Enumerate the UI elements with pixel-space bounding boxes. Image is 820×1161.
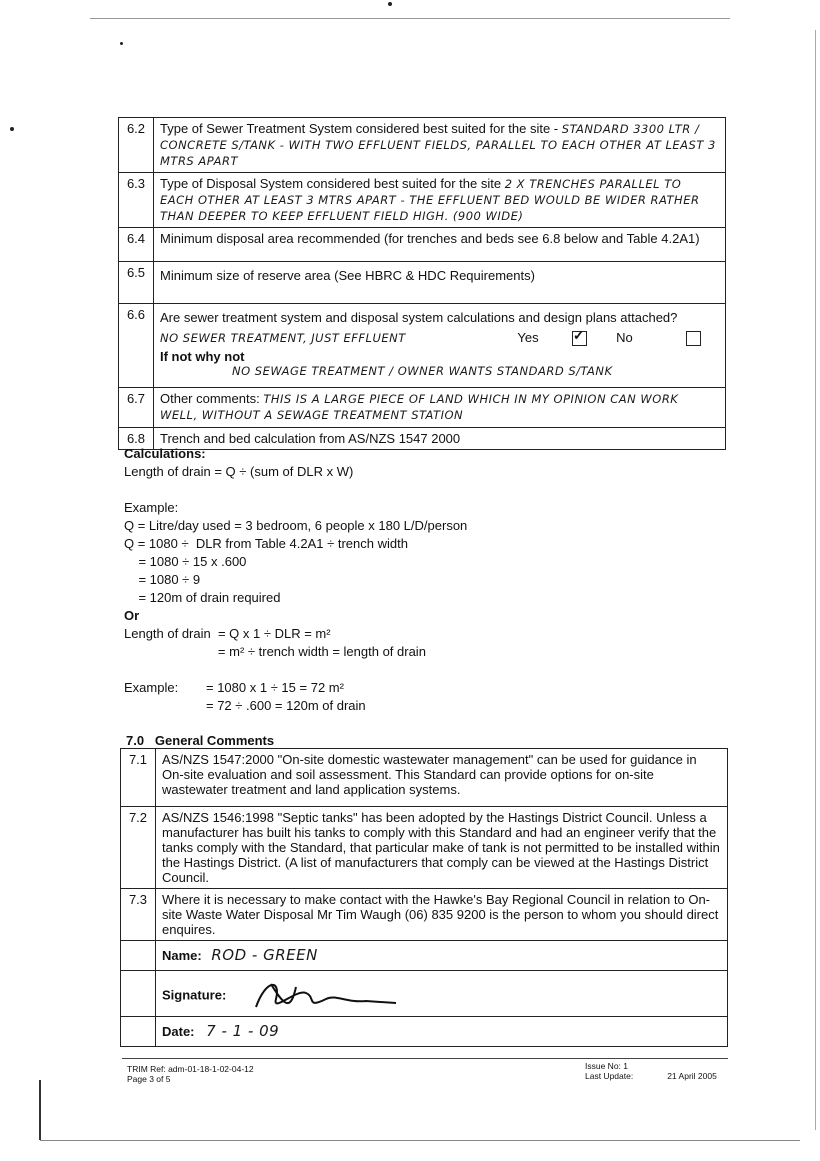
handwritten-answer: STANDARD 3300 LTR / CONCRETE S/TANK - WITH TWO EFFLUENT FIELDS, PARALLEL TO EACH OTHER AT LEAST 3 MTRS APART <box>160 122 716 168</box>
issue-label: Issue No: <box>585 1061 621 1071</box>
row-number-blank <box>121 941 156 971</box>
date-value: 7 - 1 - 09 <box>206 1022 280 1040</box>
row-content <box>154 388 726 428</box>
row-number-blank <box>121 971 156 1017</box>
table-row <box>119 304 726 388</box>
calc-alt-line: Length of drain = Q x 1 ÷ DLR = m² <box>124 626 331 641</box>
table-row <box>119 118 726 173</box>
calc-line: = 120m of drain required <box>124 590 281 605</box>
yes-checkbox[interactable] <box>572 331 587 346</box>
handwritten-answer: THIS IS A LARGE PIECE OF LAND WHICH IN MY OPINION CAN WORK WELL, WITHOUT A SEWAGE TREATMENT STATION <box>160 392 679 422</box>
date-label: Date: <box>162 1024 195 1039</box>
calc-line: = 1080 ÷ 9 <box>124 572 201 587</box>
calc-example2-line: = 72 ÷ .600 = 120m of drain <box>206 698 366 713</box>
row-content <box>154 173 726 228</box>
date-row <box>156 1017 728 1047</box>
section-7-table <box>120 748 728 1047</box>
yes-label: Yes <box>517 330 539 345</box>
signature-row <box>156 971 728 1017</box>
table-row <box>121 1017 728 1047</box>
if-not-label: If not why not <box>160 349 245 365</box>
row-label: Type of Disposal System considered best suited for the site <box>160 176 502 191</box>
scan-top-edge <box>90 18 730 19</box>
name-row <box>156 941 728 971</box>
update-label: Last Update: <box>585 1071 634 1081</box>
table-row <box>121 889 728 941</box>
scan-speck <box>120 42 123 45</box>
scan-bottom-edge <box>40 1140 800 1141</box>
row-number: 6.4 <box>119 228 154 262</box>
section-6-table <box>118 117 726 450</box>
scan-speck <box>10 127 14 131</box>
row-number: 6.5 <box>119 262 154 304</box>
page-number: Page 3 of 5 <box>127 1074 171 1084</box>
scan-speck <box>388 2 392 6</box>
table-row <box>119 173 726 228</box>
table-row <box>119 388 726 428</box>
row-content <box>154 118 726 173</box>
row-number: 6.7 <box>119 388 154 428</box>
handwritten-reason: NO SEWAGE TREATMENT / OWNER WANTS STANDARD S/TANK <box>232 364 613 379</box>
row-number: 7.2 <box>121 807 156 889</box>
footer-left <box>127 1064 254 1084</box>
row-number: 7.1 <box>121 749 156 807</box>
row-number: 6.2 <box>119 118 154 173</box>
signature-label: Signature: <box>162 987 227 1003</box>
table-row <box>119 228 726 262</box>
table-row <box>121 807 728 889</box>
calc-or-label: Or <box>124 608 140 623</box>
calculations-heading: Calculations: <box>124 446 206 461</box>
table-row <box>119 262 726 304</box>
row-number: 6.6 <box>119 304 154 388</box>
scan-right-edge <box>815 30 816 1130</box>
trim-ref: TRIM Ref: adm-01-18-1-02-04-12 <box>127 1064 254 1074</box>
calc-alt-line: = m² ÷ trench width = length of drain <box>124 644 426 659</box>
signature-image <box>236 979 406 1013</box>
calc-example2-label: Example: <box>124 680 179 695</box>
calculations-block <box>124 445 467 715</box>
footer-right <box>585 1061 717 1081</box>
row-label: Minimum disposal area recommended (for trenches and beds see 6.8 below and Table 4.2A1) <box>154 228 726 262</box>
section-7-heading: 7.0 General Comments <box>126 733 275 748</box>
row-text: Where it is necessary to make contact with the Hawke's Bay Regional Council in relation to On-site Waste Water Disposal Mr Tim Waugh (06) 835 9200 is the person to whom you should direct enquires. <box>156 889 728 941</box>
footer-rule <box>122 1058 728 1059</box>
name-value: ROD - GREEN <box>211 946 318 964</box>
row-number: 6.3 <box>119 173 154 228</box>
calc-example2 <box>124 679 467 715</box>
calc-line: Q = Litre/day used = 3 bedroom, 6 people x 180 L/D/person <box>124 518 468 533</box>
update-value: 21 April 2005 <box>667 1071 717 1081</box>
row-number-blank <box>121 1017 156 1047</box>
scan-left-edge <box>39 1080 41 1140</box>
row-number: 6.8 <box>119 428 154 450</box>
row-text: AS/NZS 1546:1998 "Septic tanks" has been adopted by the Hastings District Council. Unless a manufacturer has built his tanks to comply with this Standard and had an engineer verify that the tanks comply with the Standard, that particular make of tank is not permitted to be installed within the Hastings District. (A list of manufacturers that comply can be viewed at the Hastings District Council. <box>156 807 728 889</box>
table-row <box>121 941 728 971</box>
row-label: Are sewer treatment system and disposal system calculations and design plans attached? <box>160 310 678 325</box>
calc-line: Q = 1080 ÷ DLR from Table 4.2A1 ÷ trench width <box>124 536 408 551</box>
row-label: Other comments: <box>160 391 260 406</box>
calc-example-label: Example: <box>124 500 179 515</box>
handwritten-answer: NO SEWER TREATMENT, JUST EFFLUENT <box>160 331 406 345</box>
calc-line: = 1080 ÷ 15 x .600 <box>124 554 247 569</box>
row-text: AS/NZS 1547:2000 "On-site domestic wastewater management" can be used for guidance in On-site evaluation and soil assessment. This Standard can provide options for on-site wastewater treatment and land application systems. <box>156 749 728 807</box>
table-row <box>121 971 728 1017</box>
row-label: Minimum size of reserve area (See HBRC & HDC Requirements) <box>160 268 535 283</box>
no-checkbox[interactable] <box>686 331 701 346</box>
attached-answer-line <box>160 330 719 346</box>
row-label: Type of Sewer Treatment System considered best suited for the site - <box>160 121 559 136</box>
calc-formula: Length of drain = Q ÷ (sum of DLR x W) <box>124 464 354 479</box>
row-label: Trench and bed calculation from AS/NZS 1547 2000 <box>154 428 726 450</box>
row-number: 7.3 <box>121 889 156 941</box>
issue-value: 1 <box>623 1061 629 1071</box>
table-row <box>121 749 728 807</box>
handwritten-answer: 2 X TRENCHES PARALLEL TO EACH OTHER AT LEAST 3 MTRS APART - THE EFFLUENT BED WOULD BE WIDER RATHER THAN DEEPER TO KEEP EFFLUENT FIELD HIGH. (900 WIDE) <box>160 177 700 223</box>
row-content <box>154 304 726 388</box>
no-label: No <box>616 330 633 345</box>
calc-example2-line: = 1080 x 1 ÷ 15 = 72 m² <box>206 680 344 695</box>
name-label: Name: <box>162 948 202 963</box>
row-content <box>154 262 726 304</box>
